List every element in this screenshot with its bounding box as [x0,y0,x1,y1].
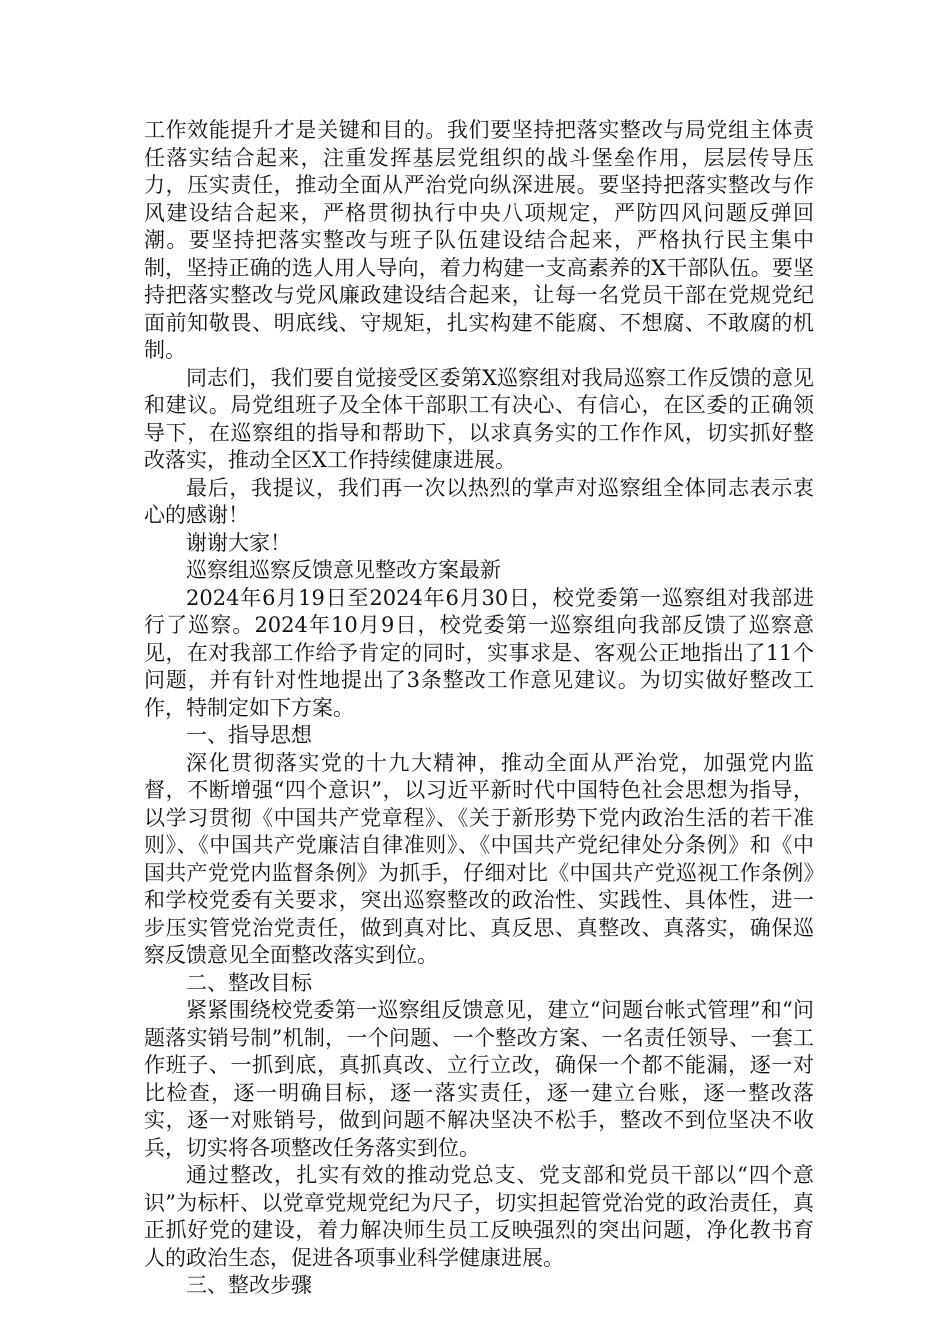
paragraph-thank-you: 谢谢大家！ [186,530,291,555]
paragraph-rectification-goals: 紧紧围绕校党委第一巡察组反馈意见，建立“问题台帐式管理”和“问题落实销号制”机制，一个问题、一个整改方案、一名责任领导、一套工作班子、一抓到底，真抓真改、立行立改，确保一个都不能漏，逐一对比检查，逐一明确目标，逐一落实责任，逐一建立台账，逐一整改落实，逐一对账销号，做到问题不解决坚决不松手，整改不到位坚决不收兵，切实将各项整改任务落实到位。 [144,998,814,1160]
paragraph-intro: 2024年6月19日至2024年6月30日，校党委第一巡察组对我部进行了巡察。2024年10月9日，校党委第一巡察组向我部反馈了巡察意见，在对我部工作给予肯定的同时，实事求是、客观公正地指出了11个问题，并有针对性地提出了3条整改工作意见建议。为切实做好整改工作，特制定如下方案。 [144,585,814,720]
paragraph-guiding-thought: 深化贯彻落实党的十九大精神，推动全面从严治党，加强党内监督，不断增强“四个意识”，以习近平新时代中国特色社会思想为指导，以学习贯彻《中国共产党章程》、《关于新形势下党内政治生活的若干准则》、《中国共产党廉洁自律准则》、《中国共产党纪律处分条例》和《中国共产党党内监督条例》为抓手，仔细对比《中国共产党巡视工作条例》和学校党委有关要求，突出巡察整改的政治性、实践性、具体性，进一步压实管党治党责任，做到真对比、真反思、真整改、真落实，确保巡察反馈意见全面整改落实到位。 [144,750,814,967]
section-heading-rectification-goals: 二、整改目标 [186,970,312,995]
paragraph-closing-thanks: 最后，我提议，我们再一次以热烈的掌声对巡察组全体同志表示衷心的感谢！ [144,475,814,527]
document-subtitle: 巡察组巡察反馈意见整改方案最新 [186,558,501,582]
paragraph-accept-feedback: 同志们，我们要自觉接受区委第X巡察组对我局巡察工作反馈的意见和建议。局党组班子及全体干部职工有决心、有信心，在区委的正确领导下，在巡察组的指导和帮助下，以求真务实的工作作风，切实抓好整改落实，推动全区X工作持续健康进展。 [144,365,814,472]
section-heading-guiding-thought: 一、指导思想 [186,723,312,747]
paragraph-rectification-effect: 通过整改，扎实有效的推动党总支、党支部和党员干部以“四个意识”为标杆、以党章党规党纪为尺子，切实担起管党治党的政治责任，真正抓好党的建设，着力解决师生员工反映强烈的突出问题，净化教书育人的政治生态，促进各项事业科学健康进展。 [144,1163,814,1270]
document-body [144,117,814,1300]
paragraph-continuation: 工作效能提升才是关键和目的。我们要坚持把落实整改与局党组主体责任落实结合起来，注重发挥基层党组织的战斗堡垒作用，层层传导压力，压实责任，推动全面从严治党向纵深进展。要坚持把落实整改与作风建设结合起来，严格贯彻执行中央八项规定，严防四风问题反弹回潮。要坚持把落实整改与班子队伍建设结合起来，严格执行民主集中制，坚持正确的选人用人导向，着力构建一支高素养的X干部队伍。要坚持把落实整改与党风廉政建设结合起来，让每一名党员干部在党规党纪面前知敬畏、明底线、守规矩，扎实构建不能腐、不想腐、不敢腐的机制。 [144,118,814,362]
section-heading-rectification-steps: 三、整改步骤 [186,1273,312,1297]
